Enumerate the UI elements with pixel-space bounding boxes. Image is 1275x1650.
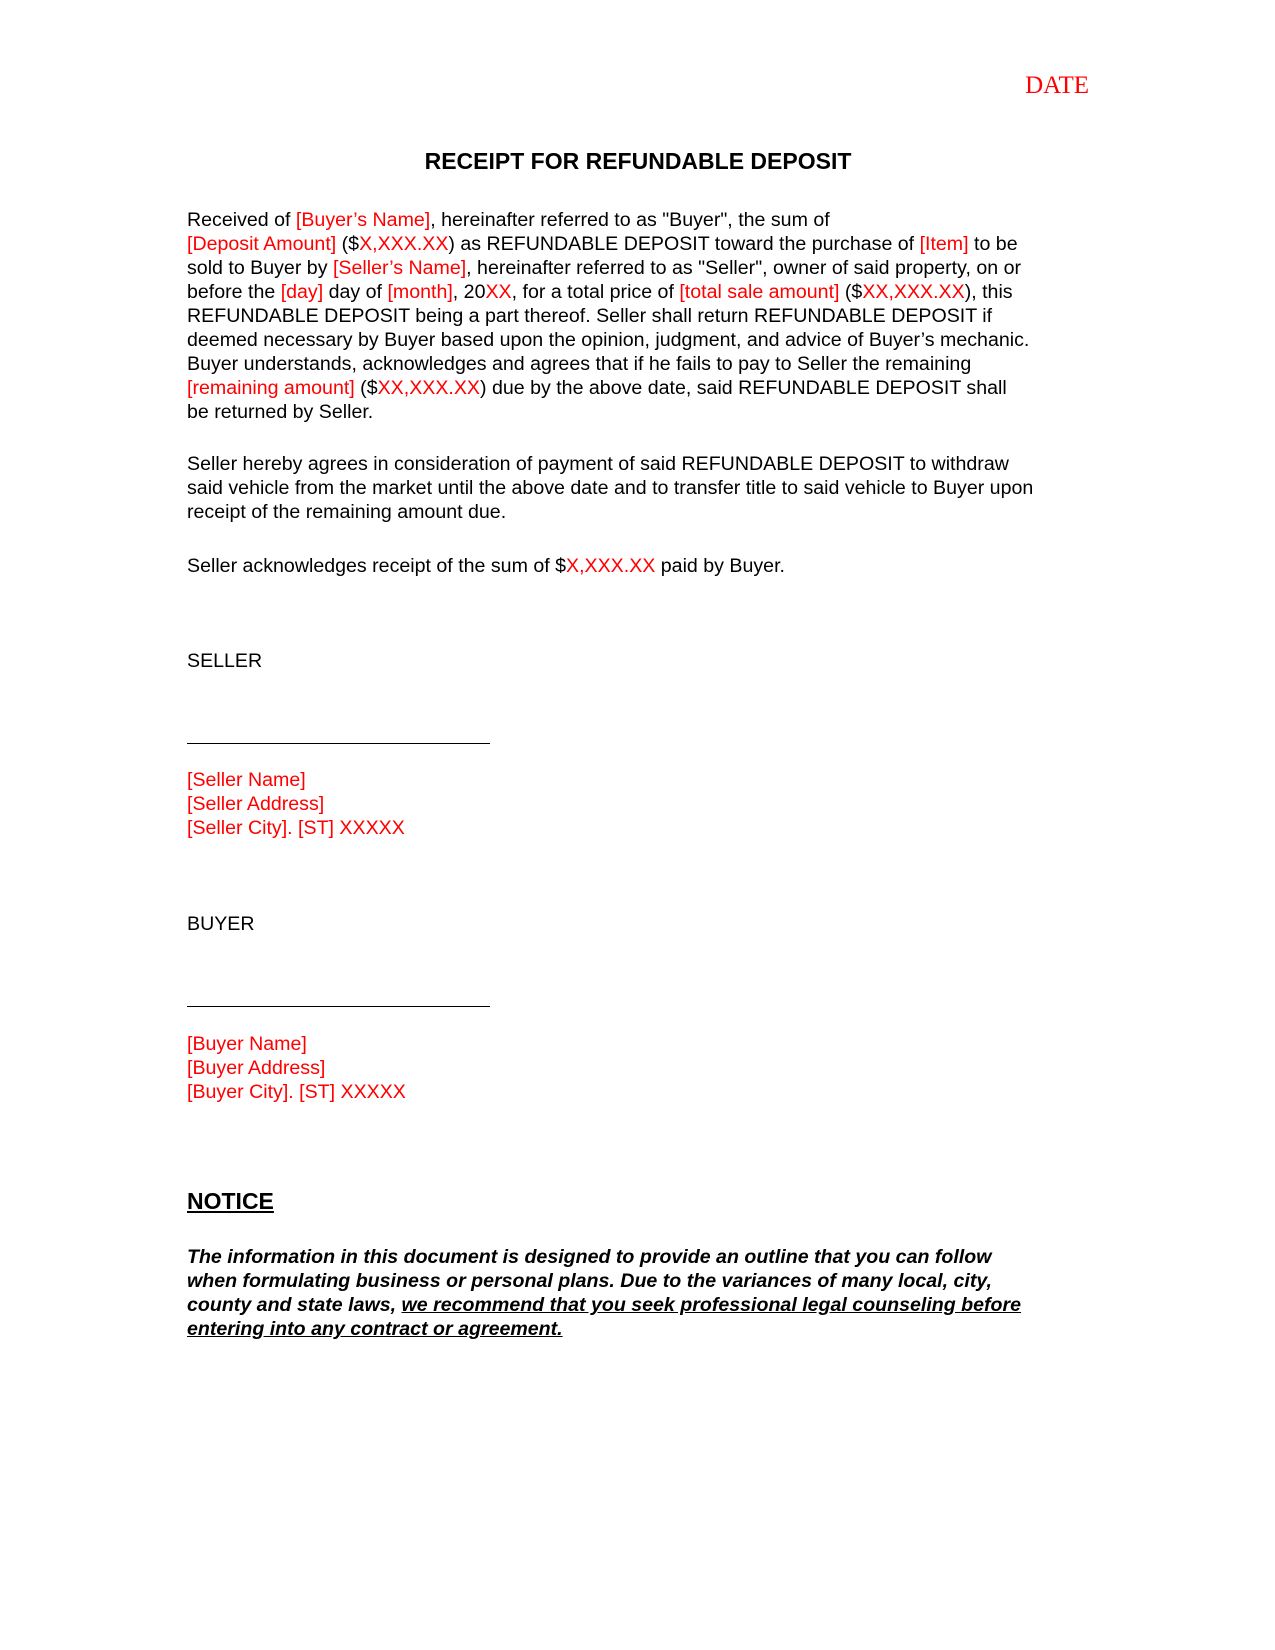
remaining-figure-placeholder: XX,XXX.XX — [377, 377, 480, 399]
static-text: before the — [187, 281, 281, 303]
static-text: , for a total price of — [511, 281, 680, 303]
static-text: , 20 — [452, 281, 486, 303]
static-text: county and state laws, — [187, 1294, 402, 1316]
static-text: ) as REFUNDABLE DEPOSIT toward the purchase of — [448, 233, 920, 255]
paragraph-line: said vehicle from the market until the above date and to transfer title to said vehicle to Buyer upon — [187, 477, 1034, 499]
buyer-address-placeholder: [Buyer Address] — [187, 1057, 326, 1079]
seller-signature-line[interactable] — [187, 743, 490, 744]
notice-line — [187, 1293, 1097, 1317]
seller-name-placeholder: [Seller Name] — [187, 769, 306, 791]
paragraph-line: REFUNDABLE DEPOSIT being a part thereof. Seller shall return REFUNDABLE DEPOSIT if — [187, 305, 993, 327]
static-text: ) due by the above date, said REFUNDABLE DEPOSIT shall — [479, 377, 1007, 399]
static-text: , hereinafter referred to as "Seller", owner of said property, on or — [466, 257, 1021, 279]
buyer-name-placeholder: [Buyer Name] — [187, 1033, 307, 1055]
receipt-acknowledgement-paragraph — [187, 554, 1097, 578]
notice-heading: NOTICE — [187, 1188, 274, 1214]
buyer-label: BUYER — [187, 913, 255, 935]
paragraph-line — [187, 280, 1097, 304]
document-title: RECEIPT FOR REFUNDABLE DEPOSIT — [424, 148, 852, 174]
buyer-signature-line[interactable] — [187, 1006, 490, 1007]
seller-address-placeholder: [Seller Address] — [187, 793, 325, 815]
seller-label: SELLER — [187, 650, 263, 672]
static-text: day of — [323, 281, 388, 303]
seller-agreement-paragraph — [187, 452, 1097, 524]
month-placeholder: [month] — [387, 281, 453, 303]
static-text: ($ — [336, 233, 360, 255]
notice-line: The information in this document is designed to provide an outline that you can follow — [187, 1246, 992, 1268]
buyer-address-block — [187, 1032, 1097, 1104]
paragraph-line: deemed necessary by Buyer based upon the opinion, judgment, and advice of Buyer’s mechanic. — [187, 329, 1030, 351]
remaining-amount-placeholder: [remaining amount] — [187, 377, 355, 399]
paid-amount-placeholder: X,XXX.XX — [566, 555, 656, 577]
seller-name-placeholder: [Seller’s Name] — [332, 257, 467, 279]
year-placeholder: XX — [485, 281, 512, 303]
static-text: ($ — [839, 281, 863, 303]
date-placeholder: DATE — [1025, 72, 1089, 99]
buyer-name-placeholder: [Buyer’s Name] — [295, 209, 431, 231]
static-text: Seller acknowledges receipt of the sum of $ — [187, 555, 567, 577]
notice-line: when formulating business or personal plans. Due to the variances of many local, city, — [187, 1270, 992, 1292]
day-placeholder: [day] — [280, 281, 324, 303]
paragraph-line — [187, 376, 1097, 400]
paragraph-line: Seller hereby agrees in consideration of payment of said REFUNDABLE DEPOSIT to withdraw — [187, 453, 1009, 475]
paragraph-line: receipt of the remaining amount due. — [187, 501, 507, 523]
static-text: , hereinafter referred to as "Buyer", the sum of — [430, 209, 830, 231]
deposit-figure-placeholder: X,XXX.XX — [359, 233, 449, 255]
seller-city-placeholder: [Seller City]. [ST] XXXXX — [187, 817, 405, 839]
item-placeholder: [Item] — [919, 233, 969, 255]
paragraph-line — [187, 208, 1097, 232]
notice-text — [187, 1245, 1097, 1341]
total-figure-placeholder: XX,XXX.XX — [862, 281, 965, 303]
static-text: ), this — [964, 281, 1013, 303]
buyer-city-placeholder: [Buyer City]. [ST] XXXXX — [187, 1081, 406, 1103]
total-sale-amount-placeholder: [total sale amount] — [679, 281, 840, 303]
static-text: Received of — [187, 209, 296, 231]
paragraph-line — [187, 256, 1097, 280]
paragraph-line — [187, 232, 1097, 256]
legal-recommendation-text: we recommend that you seek professional legal counseling before — [401, 1294, 1022, 1316]
static-text: to be — [968, 233, 1018, 255]
deposit-amount-placeholder: [Deposit Amount] — [187, 233, 337, 255]
static-text: ($ — [354, 377, 378, 399]
seller-address-block — [187, 768, 1097, 840]
paragraph-line: be returned by Seller. — [187, 401, 374, 423]
paragraph-line: Buyer understands, acknowledges and agrees that if he fails to pay to Seller the remaining — [187, 353, 972, 375]
deposit-terms-paragraph — [187, 208, 1097, 424]
static-text: paid by Buyer. — [655, 555, 785, 577]
notice-line: entering into any contract or agreement. — [187, 1318, 563, 1340]
static-text: sold to Buyer by — [187, 257, 333, 279]
paragraph-line — [187, 554, 1097, 578]
